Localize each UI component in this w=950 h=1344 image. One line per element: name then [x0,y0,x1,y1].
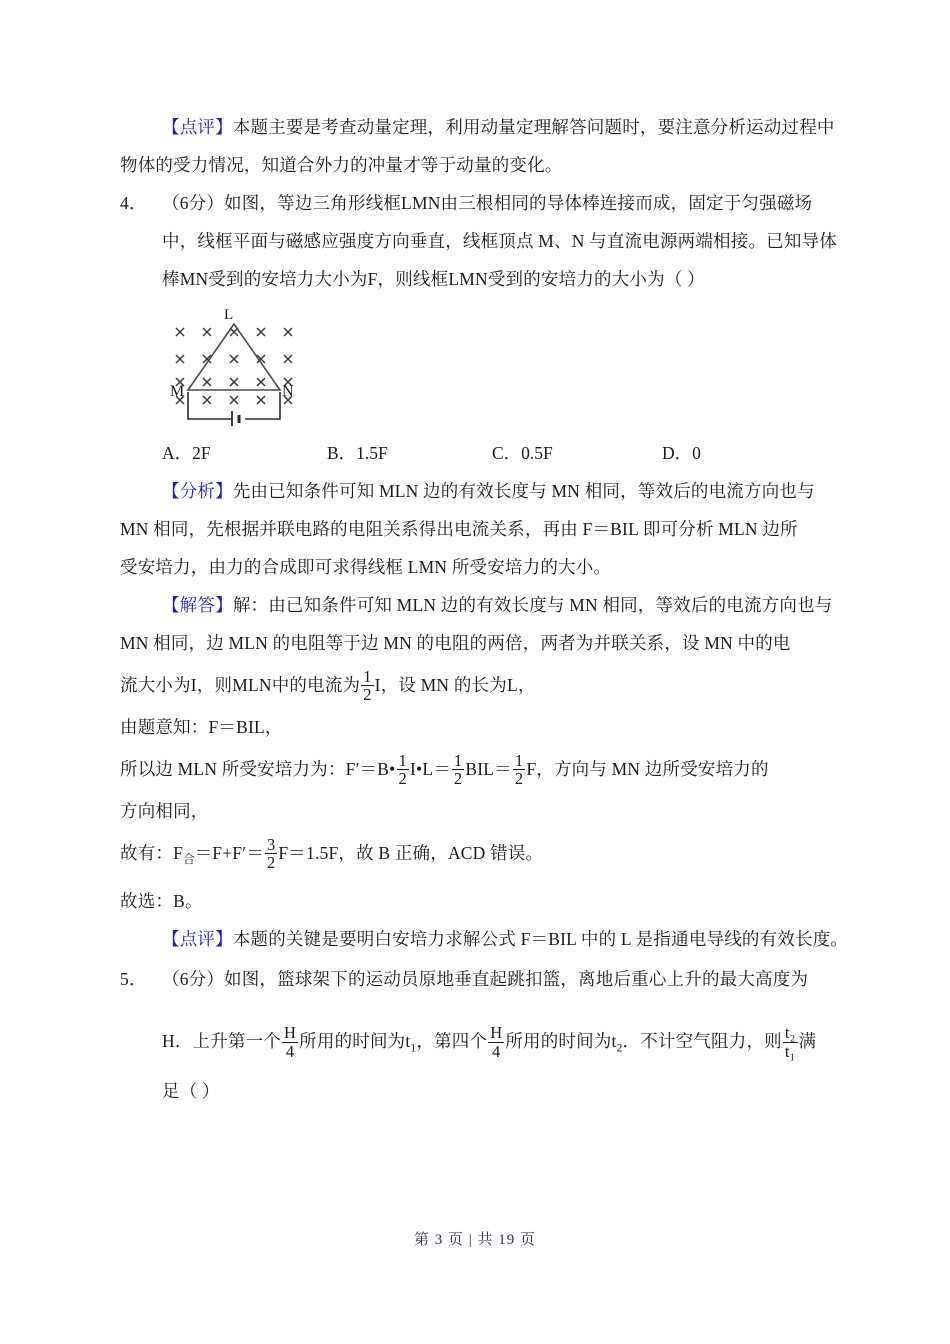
option-c[interactable]: C．0.5F [492,443,553,463]
analysis4-line2 [120,510,836,548]
solution4-text7-c: F＝1.5F，故 B 正确，ACD 错误。 [278,843,544,863]
fraction-one-half-c [452,752,464,789]
question4-line2 [120,222,836,260]
fraction-denominator: 2 [398,769,407,789]
figure-label-L: L [224,307,234,323]
solution4-text8: 故选：B。 [120,891,203,912]
question5-text3: 足（ ） [162,1080,220,1101]
solution4-text5-pre: 所以边 MLN 所受安培力为：F [120,759,356,779]
page-footer: 第 3 页 | 共 19 页 [413,1232,536,1248]
fraction-denominator: 2 [266,853,276,873]
solution4-text7-b: ＝ [246,843,264,863]
subscript-he: 合 [183,852,195,867]
solution4-text6: 方向相同， [120,801,209,821]
solution4-text1: 解：由已知条件可知 MLN 边的有效长度与 MN 相同，等效后的电流方向也与 [232,595,833,615]
prime-mark-2: ′ [242,843,247,863]
question5-line1 [120,960,836,998]
fraction-numerator: 1 [453,750,463,770]
comment4-tag: 【点评】 [162,929,233,950]
solution4-text5-c: BIL＝ [465,759,512,779]
solution4-text7-a: ＝F+F [194,843,243,863]
fraction-denominator: 2 [514,769,524,789]
solution4-line2 [120,624,836,662]
question4-line1 [120,184,836,222]
solution4-text3-pre: 流大小为I，则MLN中的电流为 [120,675,361,695]
subscript-t2: 2 [616,1042,623,1055]
solution4-text7-pre: 故有：F [120,843,184,863]
solution4-line1 [120,586,836,624]
analysis4-text2: MN 相同，先根据并联电路的电阻关系得出电流关系，再由 F＝BIL 即可分析 MLN 边所 [120,519,798,539]
solution4-line4 [120,708,836,746]
prime-mark-1: ′ [355,759,360,779]
fraction-one-half-a [361,668,373,705]
fraction-h-over-4-a [282,1024,298,1061]
fraction-numerator: t₂ [784,1022,796,1042]
question5-text2-c: ，第四个 [416,1031,488,1052]
question4-options [120,434,836,472]
question4-line3 [120,260,836,298]
solution4-line5 [120,746,836,792]
question5-text2-b: 所用的时间为t [299,1031,411,1052]
comment-prev-line2 [120,146,836,184]
analysis4-line1 [120,472,836,510]
fraction-h-over-4-b [488,1024,504,1061]
question5-number: 5． [120,969,147,990]
question4-number: 4． [120,193,147,213]
question5-text1: （6分）如图，篮球架下的运动员原地垂直起跳扣篮，离地后重心上升的最大高度为 [162,969,809,990]
fraction-three-halves [265,836,277,873]
solution-tag: 【解答】 [162,595,233,615]
solution4-text5-a: ＝B• [359,759,396,779]
subscript-t1: 1 [410,1042,417,1055]
figure-label-M: M [170,383,185,400]
comment4-text1: 本题的关键是要明白安培力求解公式 F＝BIL 中的 L 是指通电导线的有效长度。 [232,929,849,950]
figure-label-N: N [282,383,294,400]
comment-prev-text1: 本题主要是考查动量定理，利用动量定理解答问题时，要注意分析运动过程中 [232,117,835,137]
fraction-numerator: 1 [514,750,524,770]
fraction-numerator: 3 [266,834,276,854]
question5-text2-e: ．不计空气阻力，则 [622,1031,782,1052]
fraction-one-half-d [513,752,525,789]
analysis-tag: 【分析】 [162,481,233,501]
solution4-line7 [120,830,836,882]
analysis4-text3: 受安培力，由力的合成即可求得线框 LMN 所受安培力的大小。 [120,557,612,577]
fraction-denominator: 4 [492,1041,501,1061]
comment4-line1 [120,920,849,958]
fraction-denominator: 2 [453,769,463,789]
fraction-t2-over-t1 [783,1024,798,1061]
comment-prev-text2: 物体的受力情况，知道合外力的冲量才等于动量的变化。 [120,155,563,175]
option-a[interactable]: A．2F [162,443,211,463]
question4-text3: 棒MN受到的安培力大小为F，则线框LMN受到的安培力的大小为（ ） [162,269,705,289]
question5-line3 [120,1072,836,1110]
solution4-text3-post: I，设 MN 的长为L， [374,675,536,695]
option-d[interactable]: D．0 [662,443,701,463]
question4-figure [162,304,352,426]
question4-text1: （6分）如图，等边三角形线框LMN由三根相同的导体棒连接而成，固定于匀强磁场 [162,193,813,213]
fraction-numerator: H [490,1022,503,1042]
question4-text2: 中，线框平面与磁感应强度方向垂直，线框顶点 M、N 与直流电源两端相接。已知导体 [162,231,837,251]
question5-text2-a: H．上升第一个 [162,1031,282,1052]
fraction-numerator: 1 [363,666,372,686]
solution4-text4: 由题意知：F＝BIL， [120,717,283,737]
question5-text2-f: 满 [798,1031,817,1052]
fraction-denominator: t₁ [784,1041,796,1061]
fraction-one-half-b [397,752,409,789]
analysis4-line3 [120,548,836,586]
fraction-denominator: 2 [363,685,372,705]
solution4-line8 [120,882,836,920]
fraction-denominator: 4 [285,1041,295,1061]
question5-line2 [120,1018,836,1072]
fraction-numerator: 1 [398,750,407,770]
page-content [120,108,849,1110]
question5-text2-d: 所用的时间为t [505,1031,617,1052]
solution4-line6 [120,792,836,830]
analysis4-text1: 先由已知条件可知 MLN 边的有效长度与 MN 相同，等效后的电流方向也与 [232,481,815,501]
option-b[interactable]: B．1.5F [327,443,388,463]
solution4-text5-b: I•L＝ [409,759,451,779]
fraction-numerator: H [284,1022,297,1042]
comment-tag: 【点评】 [162,117,233,137]
solution4-text5-d: F，方向与 MN 边所受安培力的 [526,759,769,779]
solution4-line3 [120,662,836,708]
comment-prev-line1 [120,108,836,146]
solution4-text2: MN 相同，边 MLN 的电阻等于边 MN 的电阻的两倍，两者为并联关系，设 MN 中的电 [120,633,791,653]
